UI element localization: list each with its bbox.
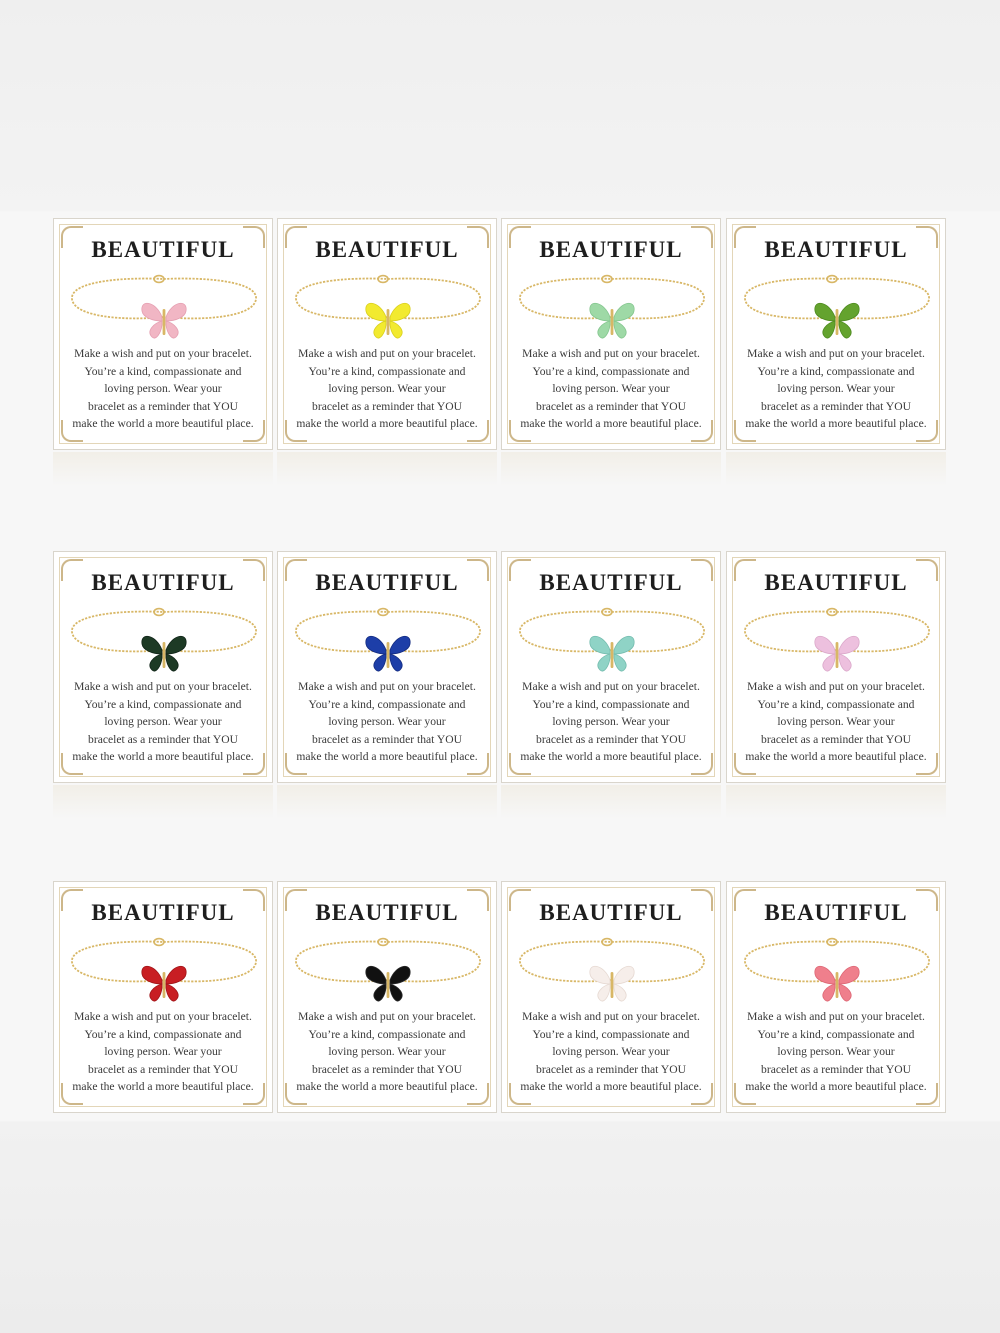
card-message xyxy=(58,1008,268,1096)
clasp-icon xyxy=(154,276,164,283)
card-message-line: You’re a kind, compassionate and xyxy=(532,1027,690,1041)
card-message-line: make the world a more beautiful place. xyxy=(520,1080,702,1093)
card-message-line: You’re a kind, compassionate and xyxy=(532,364,690,378)
card-title: BEAUTIFUL xyxy=(315,237,459,262)
card-message-line: loving person. Wear your xyxy=(552,715,670,728)
bracelet-chain xyxy=(512,602,712,682)
card-message-line: Make a wish and put on your bracelet. xyxy=(747,347,925,360)
card-title: BEAUTIFUL xyxy=(91,237,235,262)
card-message-line: Make a wish and put on your bracelet. xyxy=(298,1010,476,1023)
card-message-line: Make a wish and put on your bracelet. xyxy=(522,680,700,693)
card-message-line: loving person. Wear your xyxy=(552,1045,670,1058)
bracelet-chain xyxy=(64,932,264,1012)
card-title: BEAUTIFUL xyxy=(315,570,459,595)
card-message-line: Make a wish and put on your bracelet. xyxy=(747,1010,925,1023)
card-message-line: You’re a kind, compassionate and xyxy=(308,697,466,711)
card-message-line: Make a wish and put on your bracelet. xyxy=(298,347,476,360)
pink-butterfly-icon xyxy=(142,303,186,338)
card-title: BEAUTIFUL xyxy=(764,900,908,925)
card-message-line: loving person. Wear your xyxy=(328,382,446,395)
card-message-line: make the world a more beautiful place. xyxy=(520,750,702,763)
clasp-icon xyxy=(827,276,837,283)
card-message-line: loving person. Wear your xyxy=(777,715,895,728)
card-message xyxy=(731,678,941,766)
bracelet-card xyxy=(277,551,497,783)
clasp-icon xyxy=(378,939,388,946)
card-message xyxy=(282,1008,492,1096)
dark-green-butterfly-icon xyxy=(142,636,186,671)
card-message-line: loving person. Wear your xyxy=(552,382,670,395)
card-message xyxy=(58,678,268,766)
card-message-line: make the world a more beautiful place. xyxy=(296,750,478,763)
card-message-line: bracelet as a reminder that YOU xyxy=(88,399,238,413)
clasp-icon xyxy=(154,939,164,946)
card-message xyxy=(731,345,941,433)
card-message-line: Make a wish and put on your bracelet. xyxy=(522,1010,700,1023)
card-message-line: loving person. Wear your xyxy=(104,382,222,395)
card-message-line: You’re a kind, compassionate and xyxy=(532,697,690,711)
card-message-line: bracelet as a reminder that YOU xyxy=(312,1062,462,1076)
card-message-line: bracelet as a reminder that YOU xyxy=(536,399,686,413)
card-title: BEAUTIFUL xyxy=(764,570,908,595)
card-title: BEAUTIFUL xyxy=(539,900,683,925)
card-message xyxy=(282,678,492,766)
card-message-line: bracelet as a reminder that YOU xyxy=(312,732,462,746)
card-title: BEAUTIFUL xyxy=(315,900,459,925)
card-message-line: bracelet as a reminder that YOU xyxy=(88,1062,238,1076)
bracelet-card xyxy=(501,218,721,450)
card-message-line: loving person. Wear your xyxy=(328,1045,446,1058)
bracelet-card xyxy=(726,218,946,450)
rose-butterfly-icon xyxy=(815,966,859,1001)
card-reflection xyxy=(277,785,497,819)
card-message-line: You’re a kind, compassionate and xyxy=(757,1027,915,1041)
bracelet-chain xyxy=(288,602,488,682)
card-title: BEAUTIFUL xyxy=(91,900,235,925)
mint-butterfly-icon xyxy=(590,636,634,671)
card-message-line: make the world a more beautiful place. xyxy=(745,750,927,763)
card-message-line: bracelet as a reminder that YOU xyxy=(761,732,911,746)
card-title: BEAUTIFUL xyxy=(91,570,235,595)
card-title: BEAUTIFUL xyxy=(764,237,908,262)
card-reflection xyxy=(726,452,946,486)
bracelet-chain xyxy=(512,269,712,349)
card-reflection xyxy=(501,785,721,819)
card-message-line: Make a wish and put on your bracelet. xyxy=(74,347,252,360)
clasp-icon xyxy=(378,276,388,283)
bracelet-chain xyxy=(64,269,264,349)
yellow-butterfly-icon xyxy=(366,303,410,338)
bracelet-chain xyxy=(288,269,488,349)
card-message-line: make the world a more beautiful place. xyxy=(296,417,478,430)
card-title: BEAUTIFUL xyxy=(539,237,683,262)
bracelet-chain xyxy=(512,932,712,1012)
card-message xyxy=(506,678,716,766)
card-message-line: You’re a kind, compassionate and xyxy=(308,1027,466,1041)
clasp-icon xyxy=(602,276,612,283)
bracelet-chain xyxy=(288,932,488,1012)
card-message-line: Make a wish and put on your bracelet. xyxy=(74,680,252,693)
card-message-line: make the world a more beautiful place. xyxy=(296,1080,478,1093)
bracelet-card xyxy=(53,551,273,783)
card-message-line: Make a wish and put on your bracelet. xyxy=(522,347,700,360)
card-message-line: bracelet as a reminder that YOU xyxy=(536,1062,686,1076)
card-message-line: bracelet as a reminder that YOU xyxy=(761,399,911,413)
card-reflection xyxy=(53,452,273,486)
light-green-butterfly-icon xyxy=(590,303,634,338)
white-butterfly-icon xyxy=(590,966,634,1001)
clasp-icon xyxy=(154,609,164,616)
card-message-line: You’re a kind, compassionate and xyxy=(84,364,242,378)
card-message-line: loving person. Wear your xyxy=(777,1045,895,1058)
clasp-icon xyxy=(827,609,837,616)
bracelet-chain xyxy=(737,932,937,1012)
red-butterfly-icon xyxy=(142,966,186,1001)
card-message-line: You’re a kind, compassionate and xyxy=(757,364,915,378)
card-message-line: bracelet as a reminder that YOU xyxy=(312,399,462,413)
card-message xyxy=(506,1008,716,1096)
lilac-butterfly-icon xyxy=(815,636,859,671)
card-reflection xyxy=(726,785,946,819)
bracelet-chain xyxy=(737,269,937,349)
card-title: BEAUTIFUL xyxy=(539,570,683,595)
card-message-line: Make a wish and put on your bracelet. xyxy=(74,1010,252,1023)
bracelet-card xyxy=(726,881,946,1113)
black-butterfly-icon xyxy=(366,966,410,1001)
card-message-line: You’re a kind, compassionate and xyxy=(84,697,242,711)
bracelet-card xyxy=(53,881,273,1113)
card-message-line: Make a wish and put on your bracelet. xyxy=(298,680,476,693)
card-message-line: You’re a kind, compassionate and xyxy=(757,697,915,711)
bracelet-card xyxy=(726,551,946,783)
card-message-line: make the world a more beautiful place. xyxy=(745,1080,927,1093)
bracelet-card xyxy=(277,881,497,1113)
card-message-line: loving person. Wear your xyxy=(777,382,895,395)
card-message-line: loving person. Wear your xyxy=(104,715,222,728)
clasp-icon xyxy=(827,939,837,946)
bracelet-card xyxy=(277,218,497,450)
card-message-line: bracelet as a reminder that YOU xyxy=(88,732,238,746)
card-message-line: loving person. Wear your xyxy=(328,715,446,728)
card-reflection xyxy=(53,785,273,819)
card-message-line: make the world a more beautiful place. xyxy=(72,417,254,430)
bracelet-chain xyxy=(737,602,937,682)
olive-green-butterfly-icon xyxy=(815,303,859,338)
card-message xyxy=(506,345,716,433)
card-message xyxy=(58,345,268,433)
clasp-icon xyxy=(602,609,612,616)
card-message-line: bracelet as a reminder that YOU xyxy=(536,732,686,746)
bracelet-card xyxy=(501,551,721,783)
card-message xyxy=(731,1008,941,1096)
card-message xyxy=(282,345,492,433)
blue-butterfly-icon xyxy=(366,636,410,671)
card-message-line: You’re a kind, compassionate and xyxy=(84,1027,242,1041)
bracelet-card xyxy=(501,881,721,1113)
bracelet-card xyxy=(53,218,273,450)
clasp-icon xyxy=(602,939,612,946)
card-message-line: make the world a more beautiful place. xyxy=(72,750,254,763)
card-message-line: make the world a more beautiful place. xyxy=(72,1080,254,1093)
card-reflection xyxy=(501,452,721,486)
clasp-icon xyxy=(378,609,388,616)
card-message-line: make the world a more beautiful place. xyxy=(745,417,927,430)
card-message-line: Make a wish and put on your bracelet. xyxy=(747,680,925,693)
card-reflection xyxy=(277,452,497,486)
card-message-line: loving person. Wear your xyxy=(104,1045,222,1058)
card-message-line: You’re a kind, compassionate and xyxy=(308,364,466,378)
card-message-line: bracelet as a reminder that YOU xyxy=(761,1062,911,1076)
card-message-line: make the world a more beautiful place. xyxy=(520,417,702,430)
bracelet-chain xyxy=(64,602,264,682)
